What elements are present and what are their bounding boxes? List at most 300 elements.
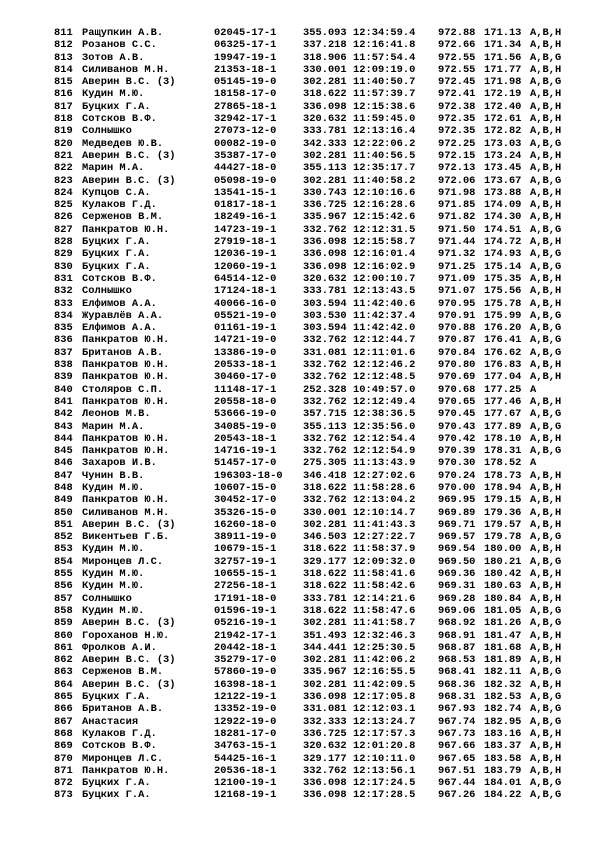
flags: A,B,G [530,420,562,433]
row-number: 852 [54,531,73,544]
table-row [0,310,600,322]
table-row [0,716,600,728]
ring-number: 40066-16-0 [214,297,277,310]
distance: 337.218 [303,39,347,52]
ring-number: 57860-19-0 [214,666,277,679]
ring-number: 64514-12-0 [214,272,277,285]
points: 178.94 [484,481,522,494]
speed: 972.38 [438,100,476,113]
distance: 318.622 [303,568,347,581]
table-row [0,322,600,334]
row-number: 835 [54,322,73,335]
points: 172.61 [484,113,522,126]
ring-number: 30452-17-0 [214,494,277,507]
table-row [0,408,600,420]
distance: 335.967 [303,211,347,224]
arrival-time: 12:12:03.1 [353,703,416,716]
fancier-name: Викентьев Г.Б. [82,531,170,544]
table-row [0,39,600,51]
speed: 969.31 [438,580,476,593]
fancier-name: Панкратов Ю.Н. [82,445,170,458]
table-row [0,76,600,88]
points: 179.57 [484,518,522,531]
row-number: 836 [54,334,73,347]
speed: 970.45 [438,408,476,421]
row-number: 826 [54,211,73,224]
table-row [0,507,600,519]
distance: 355.113 [303,420,347,433]
speed: 971.82 [438,211,476,224]
points: 183.58 [484,752,522,765]
arrival-time: 12:09:32.0 [353,555,416,568]
fancier-name: Силиванов М.Н. [82,63,170,76]
arrival-time: 12:16:02.9 [353,260,416,273]
points: 179.15 [484,494,522,507]
arrival-time: 12:32:46.3 [353,629,416,642]
fancier-name: Розанов С.С. [82,39,157,52]
points: 175.99 [484,309,522,322]
fancier-name: Аверин В.С. (3) [82,174,176,187]
table-row [0,261,600,273]
distance: 302.281 [303,678,347,691]
flags: A,B,H [530,125,562,138]
distance: 318.622 [303,88,347,101]
distance: 329.177 [303,752,347,765]
fancier-name: Аверин В.С. (3) [82,518,176,531]
speed: 967.73 [438,727,476,740]
speed: 969.89 [438,506,476,519]
distance: 303.594 [303,322,347,335]
points: 180.00 [484,543,522,556]
flags: A,B,H [530,285,562,298]
speed: 972.35 [438,113,476,126]
arrival-time: 11:40:58.2 [353,174,416,187]
points: 175.14 [484,260,522,273]
distance: 336.098 [303,777,347,790]
points: 176.83 [484,359,522,372]
row-number: 871 [54,764,73,777]
ring-number: 17191-18-0 [214,592,277,605]
flags: A,B,G [530,309,562,322]
distance: 332.762 [303,371,347,384]
distance: 330.743 [303,186,347,199]
ring-number: 14723-19-1 [214,223,277,236]
row-number: 812 [54,39,73,52]
table-row [0,568,600,580]
arrival-time: 12:16:55.5 [353,666,416,679]
fancier-name: Кудин М.Ю. [82,580,145,593]
flags: A,B,H [530,568,562,581]
distance: 318.622 [303,481,347,494]
fancier-name: Буцких Г.А. [82,248,151,261]
arrival-time: 11:58:37.9 [353,543,416,556]
table-row [0,691,600,703]
arrival-time: 12:00:10.7 [353,272,416,285]
points: 181.89 [484,654,522,667]
ring-number: 10655-15-1 [214,568,277,581]
speed: 969.28 [438,592,476,605]
fancier-name: Буцких Г.А. [82,777,151,790]
ring-number: 16398-18-1 [214,678,277,691]
speed: 968.92 [438,617,476,630]
row-number: 862 [54,654,73,667]
arrival-time: 12:14:21.6 [353,592,416,605]
fancier-name: Аверин В.С. (3) [82,617,176,630]
row-number: 846 [54,457,73,470]
ring-number: 12036-19-1 [214,248,277,261]
points: 174.09 [484,199,522,212]
arrival-time: 12:27:22.7 [353,531,416,544]
row-number: 829 [54,248,73,261]
row-number: 834 [54,309,73,322]
arrival-time: 11:57:54.4 [353,51,416,64]
table-row [0,384,600,396]
distance: 357.715 [303,408,347,421]
arrival-time: 11:58:41.6 [353,568,416,581]
table-row [0,703,600,715]
points: 176.62 [484,346,522,359]
ring-number: 05216-19-1 [214,617,277,630]
speed: 970.95 [438,297,476,310]
row-number: 811 [54,27,73,39]
table-row [0,334,600,346]
points: 183.37 [484,740,522,753]
table-row [0,753,600,765]
table-row [0,88,600,100]
flags: A,B,H [530,211,562,224]
fancier-name: Британов А.В. [82,346,164,359]
ring-number: 20533-18-1 [214,359,277,372]
points: 183.16 [484,727,522,740]
table-row [0,617,600,629]
row-number: 820 [54,137,73,150]
arrival-time: 12:16:28.6 [353,199,416,212]
flags: A,B,H [530,359,562,372]
arrival-time: 11:58:42.6 [353,580,416,593]
row-number: 859 [54,617,73,630]
fancier-name: Марин М.А. [82,162,145,175]
flags: A,B,G [530,691,562,704]
points: 177.46 [484,395,522,408]
arrival-time: 11:42:09.5 [353,678,416,691]
speed: 967.44 [438,777,476,790]
fancier-name: Кулаков Г.Д. [82,727,157,740]
fancier-name: Кулаков Г.Д. [82,199,157,212]
distance: 346.503 [303,531,347,544]
arrival-time: 12:38:36.5 [353,408,416,421]
points: 173.24 [484,149,522,162]
row-number: 827 [54,223,73,236]
ring-number: 11148-17-1 [214,383,277,396]
row-number: 853 [54,543,73,556]
speed: 968.31 [438,691,476,704]
distance: 302.281 [303,654,347,667]
speed: 972.15 [438,149,476,162]
row-number: 867 [54,715,73,728]
flags: A,B,H [530,740,562,753]
speed: 972.13 [438,162,476,175]
points: 180.63 [484,580,522,593]
speed: 968.53 [438,654,476,667]
distance: 252.328 [303,383,347,396]
distance: 331.081 [303,703,347,716]
arrival-time: 12:01:20.8 [353,740,416,753]
fancier-name: Панкратов Ю.Н. [82,371,170,384]
fancier-name: Силиванов М.Н. [82,506,170,519]
ring-number: 34085-19-0 [214,420,277,433]
arrival-time: 11:58:28.6 [353,481,416,494]
flags: A,B,G [530,334,562,347]
row-number: 841 [54,395,73,408]
row-number: 845 [54,445,73,458]
table-row [0,630,600,642]
flags: A,B,H [530,63,562,76]
flags: A,B,H [530,113,562,126]
fancier-name: Солнышко [82,125,132,138]
points: 178.31 [484,445,522,458]
points: 182.74 [484,703,522,716]
flags: A,B,H [530,27,562,39]
distance: 336.098 [303,248,347,261]
arrival-time: 12:12:46.2 [353,359,416,372]
points: 171.13 [484,27,522,39]
flags: A,B,H [530,371,562,384]
fancier-name: Панкратов Ю.Н. [82,494,170,507]
table-row [0,236,600,248]
points: 181.26 [484,617,522,630]
arrival-time: 12:17:24.5 [353,777,416,790]
ring-number: 20536-18-1 [214,764,277,777]
flags: A,B,H [530,654,562,667]
arrival-time: 12:17:28.5 [353,789,416,802]
row-number: 814 [54,63,73,76]
flags: A [530,383,537,396]
distance: 302.281 [303,76,347,89]
speed: 972.06 [438,174,476,187]
table-row [0,27,600,39]
speed: 969.54 [438,543,476,556]
ring-number: 44427-18-0 [214,162,277,175]
table-row [0,445,600,457]
flags: A,B,H [530,506,562,519]
points: 174.51 [484,223,522,236]
distance: 336.098 [303,100,347,113]
flags: A,B,H [530,678,562,691]
speed: 969.71 [438,518,476,531]
row-number: 830 [54,260,73,273]
points: 180.84 [484,592,522,605]
ring-number: 05098-19-0 [214,174,277,187]
speed: 971.32 [438,248,476,261]
row-number: 815 [54,76,73,89]
distance: 336.098 [303,691,347,704]
distance: 332.762 [303,334,347,347]
speed: 972.55 [438,51,476,64]
arrival-time: 11:59:45.0 [353,113,416,126]
table-row [0,666,600,678]
fancier-name: Панкратов Ю.Н. [82,432,170,445]
points: 179.78 [484,531,522,544]
distance: 344.441 [303,641,347,654]
flags: A,B,G [530,51,562,64]
row-number: 819 [54,125,73,138]
flags: A,B,G [530,248,562,261]
points: 182.53 [484,691,522,704]
fancier-name: Сотсков В.Ф. [82,740,157,753]
speed: 967.65 [438,752,476,765]
speed: 970.39 [438,445,476,458]
points: 180.42 [484,568,522,581]
fancier-name: Буцких Г.А. [82,691,151,704]
points: 176.41 [484,334,522,347]
arrival-time: 12:27:02.6 [353,469,416,482]
fancier-name: Аверин В.С. (3) [82,149,176,162]
speed: 970.87 [438,334,476,347]
table-row [0,654,600,666]
row-number: 828 [54,236,73,249]
fancier-name: Буцких Г.А. [82,260,151,273]
fancier-name: Аверин В.С. (3) [82,678,176,691]
fancier-name: Аверин В.С. (3) [82,76,176,89]
speed: 970.30 [438,457,476,470]
speed: 969.50 [438,555,476,568]
fancier-name: Чунин В.В. [82,469,145,482]
points: 173.45 [484,162,522,175]
flags: A,B,G [530,715,562,728]
distance: 342.333 [303,137,347,150]
ring-number: 12100-19-1 [214,777,277,790]
distance: 336.098 [303,236,347,249]
table-row [0,347,600,359]
flags: A,B,G [530,322,562,335]
row-number: 824 [54,186,73,199]
distance: 355.113 [303,162,347,175]
points: 171.98 [484,76,522,89]
speed: 970.42 [438,432,476,445]
points: 181.05 [484,604,522,617]
ring-number: 01596-19-1 [214,604,277,617]
row-number: 861 [54,641,73,654]
distance: 275.305 [303,457,347,470]
ring-number: 01817-18-1 [214,199,277,212]
row-number: 872 [54,777,73,790]
fancier-name: Миронцев Л.С. [82,555,164,568]
flags: A,B,G [530,666,562,679]
arrival-time: 10:49:57.0 [353,383,416,396]
fancier-name: Елфимов А.А. [82,322,157,335]
arrival-time: 12:12:54.9 [353,445,416,458]
table-row [0,187,600,199]
points: 176.20 [484,322,522,335]
ring-number: 10679-15-1 [214,543,277,556]
fancier-name: Анастасия [82,715,139,728]
fancier-name: Кудин М.Ю. [82,604,145,617]
points: 180.21 [484,555,522,568]
row-number: 866 [54,703,73,716]
table-row [0,593,600,605]
speed: 970.91 [438,309,476,322]
arrival-time: 12:11:01.6 [353,346,416,359]
flags: A,B,H [530,518,562,531]
points: 171.77 [484,63,522,76]
points: 174.93 [484,248,522,261]
flags: A,B,G [530,174,562,187]
distance: 336.098 [303,789,347,802]
flags: A,B,G [530,555,562,568]
points: 171.56 [484,51,522,64]
table-row [0,421,600,433]
ring-number: 12922-19-0 [214,715,277,728]
flags: A,B,G [530,76,562,89]
points: 178.10 [484,432,522,445]
arrival-time: 12:16:41.8 [353,39,416,52]
points: 179.36 [484,506,522,519]
distance: 332.762 [303,359,347,372]
row-number: 832 [54,285,73,298]
flags: A,B,H [530,88,562,101]
distance: 318.622 [303,604,347,617]
ring-number: 20442-18-1 [214,641,277,654]
distance: 336.725 [303,199,347,212]
results-list [0,27,600,802]
points: 173.67 [484,174,522,187]
distance: 335.967 [303,666,347,679]
ring-number: 00082-19-0 [214,137,277,150]
ring-number: 54425-16-1 [214,752,277,765]
distance: 303.594 [303,297,347,310]
ring-number: 27256-18-1 [214,580,277,593]
arrival-time: 11:42:40.6 [353,297,416,310]
points: 184.22 [484,789,522,802]
speed: 970.24 [438,469,476,482]
speed: 970.84 [438,346,476,359]
table-row [0,162,600,174]
points: 178.73 [484,469,522,482]
flags: A,B,H [530,236,562,249]
fancier-name: Сотсков В.Ф. [82,113,157,126]
row-number: 823 [54,174,73,187]
distance: 302.281 [303,174,347,187]
table-row [0,359,600,371]
distance: 333.781 [303,125,347,138]
distance: 332.762 [303,223,347,236]
flags: A,B,G [530,223,562,236]
fancier-name: Ращупкин А.В. [82,27,164,39]
ring-number: 18281-17-0 [214,727,277,740]
distance: 333.781 [303,285,347,298]
flags: A,B,G [530,445,562,458]
ring-number: 51457-17-0 [214,457,277,470]
ring-number: 18249-16-1 [214,211,277,224]
table-row [0,789,600,801]
speed: 968.91 [438,629,476,642]
table-row [0,199,600,211]
table-row [0,457,600,469]
table-row [0,138,600,150]
fancier-name: Сотсков В.Ф. [82,272,157,285]
arrival-time: 12:10:14.7 [353,506,416,519]
distance: 332.762 [303,764,347,777]
arrival-time: 12:13:24.7 [353,715,416,728]
flags: A,B,H [530,494,562,507]
flags: A [530,457,537,470]
distance: 336.098 [303,260,347,273]
row-number: 816 [54,88,73,101]
flags: A,B,H [530,186,562,199]
points: 177.04 [484,371,522,384]
table-row [0,273,600,285]
ring-number: 13386-19-0 [214,346,277,359]
